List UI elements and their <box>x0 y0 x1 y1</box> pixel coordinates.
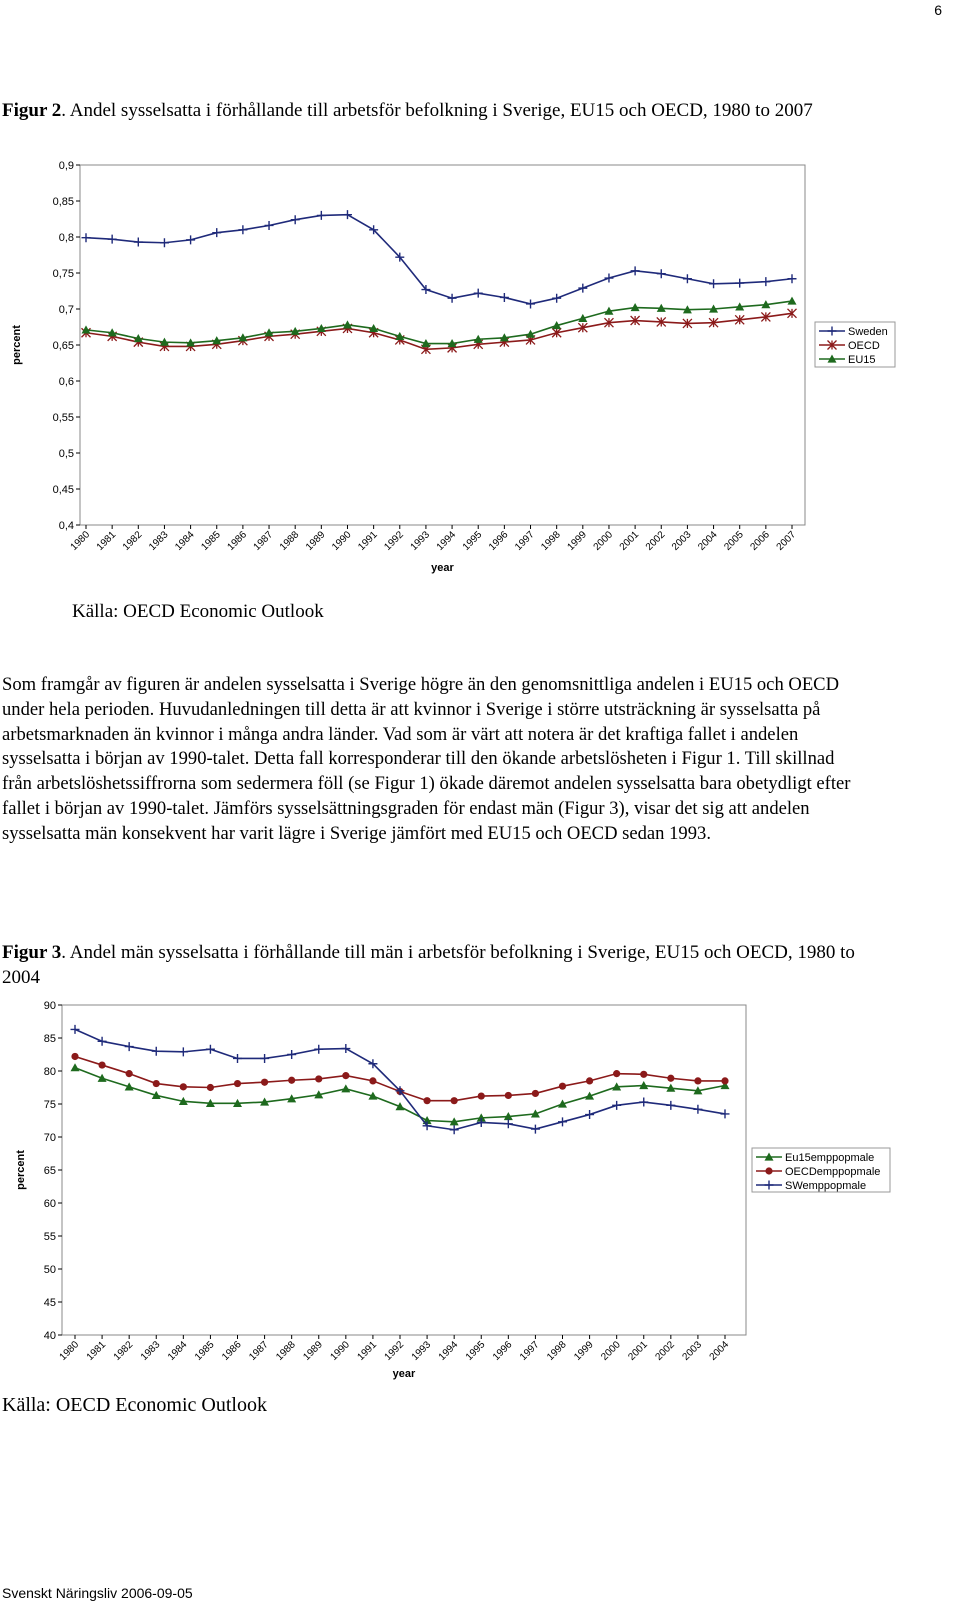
fig3-x-tick-label: 1980 <box>57 1339 82 1363</box>
fig3-data-point <box>423 1097 430 1104</box>
fig3-data-point <box>314 1045 323 1054</box>
fig3-y-tick-label: 85 <box>43 1033 56 1045</box>
fig2-x-axis-title: year <box>431 562 454 574</box>
fig3-y-tick-label: 45 <box>43 1297 56 1309</box>
fig3-y-tick-label: 40 <box>43 1330 56 1342</box>
fig2-legend-label: Sweden <box>848 326 888 338</box>
fig3-data-point <box>640 1071 647 1078</box>
fig2-y-tick-label: 0,45 <box>52 484 74 496</box>
fig3-y-tick-label: 60 <box>43 1198 56 1210</box>
fig3-x-tick-label: 2001 <box>626 1339 650 1363</box>
fig2-x-tick-label: 1983 <box>147 529 171 553</box>
fig3-data-point <box>234 1080 241 1087</box>
fig3-x-tick-label: 1991 <box>355 1339 380 1363</box>
fig3-y-tick-label: 50 <box>43 1264 56 1276</box>
fig3-data-point <box>261 1079 268 1086</box>
fig3-data-point <box>153 1080 160 1087</box>
fig3-data-point <box>369 1077 376 1084</box>
fig3-x-tick-label: 1981 <box>84 1339 109 1363</box>
fig3-data-point <box>342 1072 349 1079</box>
fig3-y-tick-label: 80 <box>43 1066 56 1078</box>
fig2-y-tick-label: 0,6 <box>58 376 74 388</box>
fig3-y-tick-label: 55 <box>43 1231 56 1243</box>
fig2-x-tick-label: 1997 <box>513 529 537 553</box>
fig3-y-tick-label: 70 <box>43 1132 56 1144</box>
fig3-x-tick-label: 1987 <box>247 1339 271 1363</box>
fig3-x-tick-label: 1993 <box>409 1339 434 1363</box>
fig3-data-point <box>667 1075 674 1082</box>
fig3-data-point <box>341 1084 350 1092</box>
fig3-data-point <box>71 1063 80 1071</box>
fig3-data-point <box>666 1101 675 1110</box>
fig2-x-tick-label: 1991 <box>356 529 380 553</box>
fig3-data-point <box>531 1125 540 1134</box>
fig2-x-tick-label: 1990 <box>330 529 354 553</box>
figure2-label: Figur 2 <box>2 100 62 121</box>
fig3-data-point <box>613 1070 620 1077</box>
fig3-data-point <box>206 1045 215 1054</box>
fig2-x-tick-label: 1994 <box>434 529 459 553</box>
fig3-plot-area <box>62 1005 746 1335</box>
fig2-x-tick-label: 1981 <box>94 529 119 553</box>
fig3-data-point <box>693 1105 702 1114</box>
fig2-y-tick-label: 0,75 <box>52 268 74 280</box>
fig2-x-tick-label: 1998 <box>539 529 563 553</box>
figure3-source: Källa: OECD Economic Outlook <box>2 1394 267 1416</box>
fig2-x-tick-label: 2001 <box>617 529 642 553</box>
fig3-x-tick-label: 1999 <box>572 1339 596 1363</box>
fig3-data-point <box>504 1119 513 1128</box>
figure3-caption-text: . Andel män sysselsatta i förhållande till män i arbetsför befolkning i Sverige, EU15 och OECD, 1980 to 2004 <box>2 942 855 988</box>
fig3-x-tick-label: 1989 <box>301 1339 325 1363</box>
fig3-y-tick-label: 65 <box>43 1165 56 1177</box>
fig3-data-point <box>694 1077 701 1084</box>
fig2-y-tick-label: 0,65 <box>52 340 74 352</box>
fig3-data-point <box>288 1077 295 1084</box>
fig2-legend-label: EU15 <box>848 354 876 366</box>
fig2-y-tick-label: 0,85 <box>52 196 74 208</box>
fig2-y-tick-label: 0,5 <box>58 448 74 460</box>
fig3-data-point <box>71 1025 80 1034</box>
fig3-x-tick-label: 1997 <box>518 1339 542 1363</box>
fig3-y-axis-title: percent <box>15 1150 27 1190</box>
fig2-x-tick-label: 2002 <box>643 529 668 553</box>
fig2-legend-label: OECD <box>848 340 880 352</box>
fig2-x-tick-label: 1996 <box>486 529 511 553</box>
fig3-data-point <box>315 1075 322 1082</box>
fig2-x-tick-label: 1999 <box>565 529 589 553</box>
fig3-x-tick-label: 2000 <box>599 1339 623 1363</box>
fig3-data-point <box>450 1125 459 1134</box>
page-number: 6 <box>934 2 942 18</box>
fig3-data-point <box>639 1098 648 1107</box>
fig3-data-point <box>207 1084 214 1091</box>
fig3-x-axis-title: year <box>392 1368 416 1380</box>
fig3-x-tick-label: 1990 <box>328 1339 352 1363</box>
fig3-data-point <box>125 1042 134 1051</box>
fig3-data-point <box>451 1097 458 1104</box>
fig2-x-tick-label: 1985 <box>199 529 223 553</box>
fig2-x-tick-label: 1980 <box>68 529 93 553</box>
fig3-data-point <box>585 1110 594 1119</box>
fig2-x-tick-label: 1989 <box>303 529 328 553</box>
fig3-x-tick-label: 2002 <box>653 1339 677 1363</box>
fig2-y-tick-label: 0,7 <box>58 304 74 316</box>
fig3-legend-marker <box>765 1167 772 1174</box>
fig3-data-point <box>180 1083 187 1090</box>
fig2-x-tick-label: 2005 <box>722 529 746 553</box>
fig3-x-tick-label: 1992 <box>382 1339 407 1363</box>
fig2-x-tick-label: 2006 <box>748 529 772 553</box>
fig3-series-line-2 <box>75 1029 725 1129</box>
fig3-x-tick-label: 2003 <box>680 1339 705 1363</box>
fig3-x-tick-label: 1998 <box>545 1339 569 1363</box>
fig3-x-tick-label: 1982 <box>111 1339 136 1363</box>
body-paragraph: Som framgår av figuren är andelen sysselsatta i Sverige högre än den genomsnittliga andelen i EU15 och OECD under hela perioden. Huvudanledningen till detta är att kvinnor i Sverige i större utsträckning är sysselsatta på arbetsmarknaden än kvinnor i många andra länder. Vad som är värt att notera är det kraftiga fallet i andelen sysselsatta i början av 1990-talet. Detta fall korresponderar till den ökande arbetslösheten i Figur 1. Till skillnad från arbetslöshetssiffrorna som sedermera föll (se Figur 1) ökade däremot andelen sysselsatta bara obetydligt efter fallet i början av 1990-talet. Jämförs sysselsättningsgraden för endast män (Figur 3), visar det sig att andelen sysselsatta män konsekvent har varit lägre i Sverige jämfört med EU15 och OECD sedan 1993. <box>2 674 851 844</box>
figure2-caption-text: . Andel sysselsatta i förhållande till arbetsför befolkning i Sverige, EU15 och OECD, 1980 to 2007 <box>61 100 813 121</box>
fig2-y-tick-label: 0,9 <box>58 160 74 172</box>
fig3-data-point <box>505 1092 512 1099</box>
fig3-data-point <box>532 1090 539 1097</box>
figure2-source: Källa: OECD Economic Outlook <box>72 601 324 622</box>
fig3-data-point <box>260 1054 269 1063</box>
fig3-data-point <box>341 1044 350 1053</box>
fig2-x-tick-label: 2003 <box>670 529 694 553</box>
fig3-x-tick-label: 1988 <box>274 1339 298 1363</box>
fig3-y-tick-label: 75 <box>43 1099 56 1111</box>
fig3-x-tick-label: 1996 <box>490 1339 515 1363</box>
fig3-legend-label: OECDemppopmale <box>785 1166 881 1178</box>
fig3-data-point <box>71 1053 78 1060</box>
fig2-x-tick-label: 1993 <box>408 529 433 553</box>
fig3-legend-label: Eu15emppopmale <box>785 1152 875 1164</box>
fig3-data-point <box>152 1047 161 1056</box>
figure3-label: Figur 3 <box>2 942 62 963</box>
fig2-x-tick-label: 1992 <box>382 529 406 553</box>
fig2-y-tick-label: 0,55 <box>52 412 74 424</box>
fig2-x-tick-label: 1982 <box>120 529 145 553</box>
fig2-y-tick-label: 0,4 <box>58 520 74 532</box>
fig3-x-tick-label: 1983 <box>138 1339 163 1363</box>
fig3-x-tick-label: 1985 <box>193 1339 217 1363</box>
fig3-data-point <box>287 1050 296 1059</box>
fig3-x-tick-label: 1984 <box>165 1339 190 1363</box>
fig3-x-tick-label: 1986 <box>220 1339 244 1363</box>
fig3-data-point <box>721 1077 728 1084</box>
fig3-data-point <box>558 1117 567 1126</box>
fig2-x-tick-label: 1988 <box>277 529 302 553</box>
fig3-data-point <box>126 1070 133 1077</box>
fig3-data-point <box>98 1037 107 1046</box>
fig3-y-tick-label: 90 <box>43 1000 56 1012</box>
fig3-data-point <box>179 1047 188 1056</box>
fig3-data-point <box>721 1109 730 1118</box>
fig2-x-tick-label: 2000 <box>591 529 616 553</box>
fig3-data-point <box>233 1054 242 1063</box>
fig2-y-axis-title: percent <box>11 325 23 365</box>
fig3-x-tick-label: 1994 <box>436 1339 461 1363</box>
footer: Svenskt Näringsliv 2006-09-05 <box>2 1585 193 1601</box>
fig2-x-tick-label: 1995 <box>460 529 485 553</box>
fig2-x-tick-label: 2007 <box>774 529 799 553</box>
fig3-data-point <box>612 1101 621 1110</box>
fig2-x-tick-label: 1984 <box>173 529 197 553</box>
fig3-legend-label: SWemppopmale <box>785 1180 867 1192</box>
fig2-y-tick-label: 0,8 <box>58 232 74 244</box>
fig2-x-tick-label: 1987 <box>251 529 276 553</box>
fig2-x-tick-label: 1986 <box>225 529 250 553</box>
fig3-data-point <box>586 1077 593 1084</box>
fig3-data-point <box>98 1061 105 1068</box>
fig2-x-tick-label: 2004 <box>696 529 720 553</box>
fig3-data-point <box>478 1092 485 1099</box>
fig3-x-tick-label: 2004 <box>707 1339 732 1363</box>
fig3-x-tick-label: 1995 <box>463 1339 488 1363</box>
fig3-data-point <box>559 1083 566 1090</box>
